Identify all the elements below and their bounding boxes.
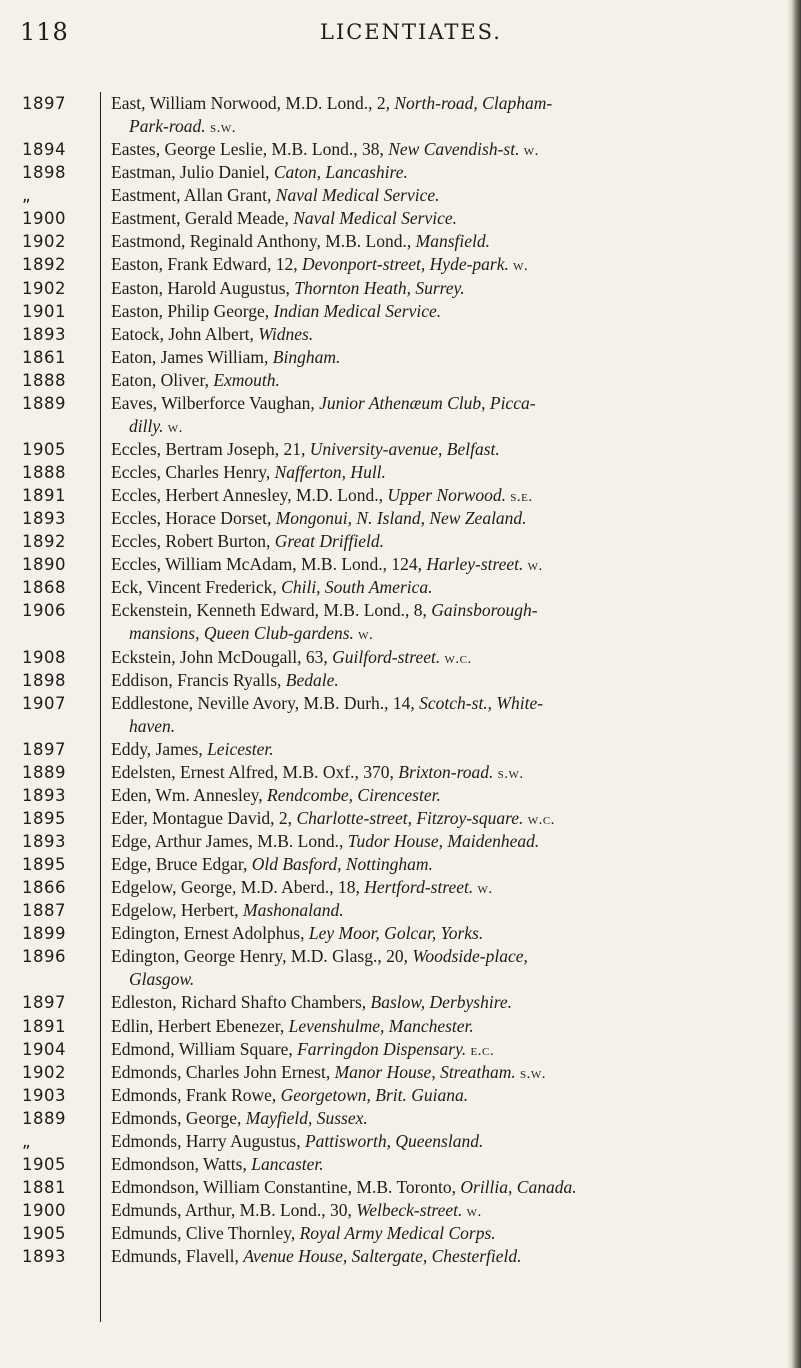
entry-address: Charlotte-street, Fitzroy-square. [296, 807, 524, 828]
entry-name: Easton, Harold Augustus, [111, 277, 295, 298]
entry-name: Eaves, Wilberforce Vaughan, [111, 392, 320, 413]
entry-year: 1881 [22, 1177, 66, 1197]
entry-year: 1906 [22, 601, 66, 621]
entry-address: Nafferton, Hull. [274, 462, 386, 482]
entry-name: Eaton, Oliver, [111, 369, 214, 390]
entry-year: 1905 [22, 439, 66, 459]
entry-year: 1897 [22, 94, 66, 113]
entry-year: 1895 [22, 855, 66, 875]
entry-name: Eccles, Horace Dorset, [111, 508, 276, 529]
entry-year: 1904 [22, 1039, 66, 1059]
postal-district: w. [163, 419, 183, 436]
entry-line [111, 991, 791, 1014]
entry-continuation-line [111, 115, 791, 138]
entry-year: 1892 [22, 255, 66, 275]
entry-name: Eddison, Francis Ryalls, [111, 669, 286, 690]
entry-name: Eccles, William McAdam, M.B. Lond., 124, [111, 554, 427, 575]
entry-name: Edleston, Richard Shafto Chambers, [111, 992, 371, 1013]
entry-name: Eatock, John Albert, [111, 323, 259, 344]
entry-line [111, 876, 791, 899]
entry-address: Guilford-street. [332, 646, 441, 667]
entry-name: Edmonds, Charles John Ernest, [111, 1061, 335, 1082]
entry-name: Eddy, James, [111, 738, 208, 759]
entry-line [111, 646, 791, 669]
entry-year: 1897 [22, 739, 66, 759]
entry-name: Eccles, Charles Henry, [111, 462, 275, 482]
entry-line [111, 692, 791, 715]
entry-address: Hertford-street. [364, 877, 474, 898]
entry-year: 1895 [22, 808, 66, 828]
entry-name: Edmonds, Frank Rowe, [111, 1084, 281, 1105]
entry-line [111, 1107, 791, 1130]
postal-district: s.e. [506, 489, 533, 506]
entry-name: Edmonds, George, [111, 1107, 246, 1128]
year-column [14, 92, 94, 1268]
postal-district: s.w. [515, 1065, 546, 1082]
entry-line [111, 300, 791, 323]
postal-district: w. [523, 558, 543, 575]
entry-line [111, 277, 791, 300]
year-spacer [14, 622, 94, 645]
postal-district: w.c. [523, 811, 555, 828]
entry-year: 1893 [22, 324, 66, 344]
entry-address: Mayfield, Sussex. [245, 1107, 368, 1128]
entry-year: 1891 [22, 486, 66, 506]
entry-line [111, 530, 791, 553]
page-number: 118 [20, 18, 69, 46]
entry-line [111, 853, 791, 876]
entry-year: 1901 [22, 301, 66, 321]
entry-line [111, 1130, 791, 1153]
entry-address: Exmouth. [213, 369, 280, 390]
entry-address: Widnes. [258, 323, 314, 344]
entry-name: Edmunds, Arthur, M.B. Lond., 30, [111, 1200, 357, 1220]
entry-line [111, 599, 791, 622]
entry-name: Eccles, Bertram Joseph, 21, [111, 438, 310, 459]
entry-year: 1897 [22, 993, 66, 1013]
entry-name: Edmond, William Square, [111, 1038, 298, 1059]
entry-address: Upper Norwood. [387, 485, 506, 506]
entry-address: Bingham. [272, 346, 341, 367]
entry-name: Eckstein, John McDougall, 63, [111, 646, 333, 667]
postal-district: s.w. [210, 120, 237, 137]
entry-line [111, 161, 791, 184]
entry-name: Eder, Montague David, 2, [111, 807, 297, 828]
entry-year: 1893 [22, 509, 66, 529]
entry-name: Edgelow, George, M.D. Aberd., 18, [111, 877, 365, 898]
entry-address: Manor House, Streatham. [334, 1061, 516, 1082]
entry-name: Eccles, Robert Burton, [111, 531, 275, 552]
entry-address: Caton, Lancashire. [273, 162, 408, 183]
entry-line [111, 1084, 791, 1107]
entry-line [111, 899, 791, 922]
entry-line [111, 392, 791, 415]
entry-address: Rendcombe, Cirencester. [267, 784, 441, 805]
entry-year: 1898 [22, 670, 66, 690]
entry-address: Avenue House, Saltergate, Chesterfield. [243, 1246, 522, 1267]
entry-line [111, 92, 791, 115]
entry-address: Farringdon Dispensary. [297, 1038, 467, 1059]
entry-year: 1861 [22, 347, 66, 367]
entry-year: 1890 [22, 555, 66, 575]
entry-address: University-avenue, Belfast. [309, 438, 500, 459]
entry-address: Park-road. [129, 116, 211, 137]
entry-address: Orillia, Canada. [460, 1176, 577, 1197]
entry-line [111, 1176, 791, 1199]
entry-year: 1902 [22, 1062, 66, 1082]
postal-district: e.c. [466, 1042, 495, 1059]
entry-year: 1908 [22, 647, 66, 667]
entry-address: Scotch-st., White- [419, 692, 544, 713]
entry-line [111, 1245, 791, 1268]
entry-address: Pattisworth, Queensland. [304, 1130, 484, 1151]
entry-address: Mansfield. [415, 231, 490, 252]
entry-address: Naval Medical Service. [293, 208, 457, 229]
year-spacer [14, 968, 94, 991]
entry-line [111, 484, 791, 507]
entry-line [111, 461, 791, 484]
entry-name: Eccles, Herbert Annesley, M.D. Lond., [111, 485, 388, 506]
entry-year: 1900 [22, 1201, 66, 1220]
postal-district: w. [519, 143, 539, 160]
entry-year: 1894 [22, 140, 66, 160]
entry-address: haven. [129, 715, 176, 736]
entry-address: Tudor House, Maidenhead. [347, 831, 540, 851]
page-header [0, 18, 801, 58]
entry-continuation-line [111, 415, 791, 438]
entry-name: Easton, Philip George, [111, 300, 274, 321]
postal-district: w.c. [440, 650, 472, 667]
entry-line [111, 761, 791, 784]
entry-continuation-line [111, 622, 791, 645]
entry-line [111, 1153, 791, 1176]
entry-address: Harley-street. [426, 554, 524, 575]
entry-address: Mongonui, N. Island, New Zealand. [275, 508, 527, 529]
postal-district: w. [353, 627, 374, 644]
entry-line [111, 230, 791, 253]
entry-line [111, 323, 791, 346]
entry-name: Eddlestone, Neville Avory, M.B. Durh., 14, [111, 692, 420, 713]
entry-line [111, 922, 791, 945]
entry-year: 1905 [22, 1224, 66, 1244]
entry-line [111, 1015, 791, 1038]
entry-name: Edmonds, Harry Augustus, [111, 1130, 305, 1151]
entry-name: East, William Norwood, M.D. Lond., 2, [111, 93, 395, 113]
entry-name: Edelsten, Ernest Alfred, M.B. Oxf., 370, [111, 761, 399, 782]
entry-name: Edge, Bruce Edgar, [111, 854, 252, 875]
year-spacer [14, 115, 94, 138]
entry-name: Edge, Arthur James, M.B. Lond., [111, 831, 348, 851]
entry-address: Georgetown, Brit. Guiana. [280, 1084, 469, 1105]
entry-year: 1899 [22, 924, 66, 944]
entry-address: Welbeck-street. [356, 1200, 463, 1220]
entry-year: 1866 [22, 878, 66, 898]
entry-name: Edmondson, Watts, [111, 1153, 252, 1174]
entry-year: 1902 [22, 278, 66, 298]
year-spacer [14, 415, 94, 438]
entry-line [111, 507, 791, 530]
entry-line [111, 207, 791, 230]
entry-year: 1907 [22, 693, 66, 713]
postal-district: w. [473, 881, 493, 898]
entry-year: 1893 [22, 785, 66, 805]
entry-year: 1902 [22, 232, 66, 252]
entry-name: Easton, Frank Edward, 12, [111, 254, 303, 275]
entry-line [111, 784, 791, 807]
entry-address: dilly. [129, 415, 164, 436]
running-head: LICENTIATES. [320, 20, 502, 44]
entry-address: Mashonaland. [243, 900, 344, 921]
postal-district: w. [462, 1204, 482, 1220]
entry-address: Leicester. [207, 738, 274, 759]
entry-address: Gainsborough- [431, 600, 538, 621]
entry-name: Edmondson, William Constantine, M.B. Toronto, [111, 1176, 461, 1197]
entry-name: Eastment, Gerald Meade, [111, 208, 294, 229]
entry-name: Edlin, Herbert Ebenezer, [111, 1015, 289, 1036]
entry-line [111, 346, 791, 369]
entry-year: 1893 [22, 1247, 66, 1267]
entry-name: Edington, George Henry, M.D. Glasg., 20, [111, 946, 413, 967]
entry-address: Brixton-road. [398, 761, 494, 782]
entry-name: Edington, Ernest Adolphus, [111, 923, 309, 944]
entry-address: North-road, Clapham- [394, 93, 553, 113]
entry-year: 1868 [22, 578, 66, 598]
entry-name: Eastment, Allan Grant, [111, 185, 276, 206]
entry-line [111, 1061, 791, 1084]
entry-line [111, 807, 791, 830]
entries-column [111, 92, 791, 1268]
entry-year: 1888 [22, 370, 66, 390]
entry-line [111, 253, 791, 276]
entry-address: Royal Army Medical Corps. [299, 1223, 496, 1244]
entry-address: Chili, South America. [281, 577, 433, 598]
entry-line [111, 1038, 791, 1061]
entry-year: 1889 [22, 393, 66, 413]
entry-address: Woodside-place, [412, 946, 528, 967]
entry-year: „ [22, 186, 32, 206]
entry-address: Glasgow. [129, 969, 195, 990]
entry-line [111, 553, 791, 576]
entry-name: Eastman, Julio Daniel, [111, 162, 274, 183]
entry-line [111, 738, 791, 761]
entry-address: Naval Medical Service. [275, 185, 440, 206]
entry-name: Edmunds, Clive Thornley, [111, 1223, 300, 1244]
entry-line [111, 830, 791, 853]
entry-year: 1889 [22, 1108, 66, 1128]
entry-address: Levenshulme, Manchester. [288, 1015, 474, 1036]
entry-name: Eckenstein, Kenneth Edward, M.B. Lond., 8, [111, 600, 432, 621]
entry-year: 1900 [22, 209, 66, 229]
postal-district: w. [508, 258, 529, 275]
entry-year: 1898 [22, 163, 66, 183]
entry-line [111, 438, 791, 461]
entry-address: Indian Medical Service. [273, 300, 442, 321]
entry-year: 1887 [22, 901, 66, 921]
entry-line [111, 945, 791, 968]
entry-line [111, 184, 791, 207]
entry-line [111, 369, 791, 392]
entry-line [111, 576, 791, 599]
entry-address: mansions, Queen Club-gardens. [129, 623, 354, 644]
entry-line [111, 138, 791, 161]
entry-year: 1905 [22, 1154, 66, 1174]
entry-address: Bedale. [285, 669, 339, 690]
entry-year: 1903 [22, 1085, 66, 1105]
entry-address: Lancaster. [251, 1153, 324, 1174]
entry-address: Thornton Heath, Surrey. [294, 277, 465, 298]
entry-line [111, 669, 791, 692]
entry-name: Edgelow, Herbert, [111, 900, 244, 921]
entry-name: Eden, Wm. Annesley, [111, 784, 268, 805]
entry-year: 1888 [22, 463, 66, 482]
year-spacer [14, 715, 94, 738]
entry-name: Eaton, James William, [111, 346, 273, 367]
entry-line [111, 1222, 791, 1245]
entry-year: 1889 [22, 762, 66, 782]
entry-address: Old Basford, Nottingham. [251, 854, 433, 875]
entry-address: New Cavendish-st. [388, 139, 520, 160]
entry-address: Ley Moor, Golcar, Yorks. [308, 923, 484, 944]
entry-year: 1893 [22, 832, 66, 851]
postal-district: s.w. [493, 765, 524, 782]
entry-address: Great Driffield. [274, 531, 384, 552]
entry-name: Edmunds, Flavell, [111, 1246, 244, 1267]
entry-name: Eastmond, Reginald Anthony, M.B. Lond., [111, 231, 416, 252]
entry-address: Junior Athenæum Club, Picca- [319, 392, 536, 413]
entry-year: 1896 [22, 947, 66, 967]
entry-line [111, 1199, 791, 1222]
entry-year: 1891 [22, 1016, 66, 1036]
entry-name: Eastes, George Leslie, M.B. Lond., 38, [111, 139, 389, 160]
entry-address: Devonport-street, Hyde-park. [302, 254, 509, 275]
entry-continuation-line [111, 968, 791, 991]
entry-year: „ [22, 1131, 32, 1151]
entry-continuation-line [111, 715, 791, 738]
entry-address: Baslow, Derbyshire. [370, 992, 512, 1013]
entry-year: 1892 [22, 532, 66, 552]
column-divider [100, 92, 101, 1322]
entry-name: Eck, Vincent Frederick, [111, 577, 282, 598]
